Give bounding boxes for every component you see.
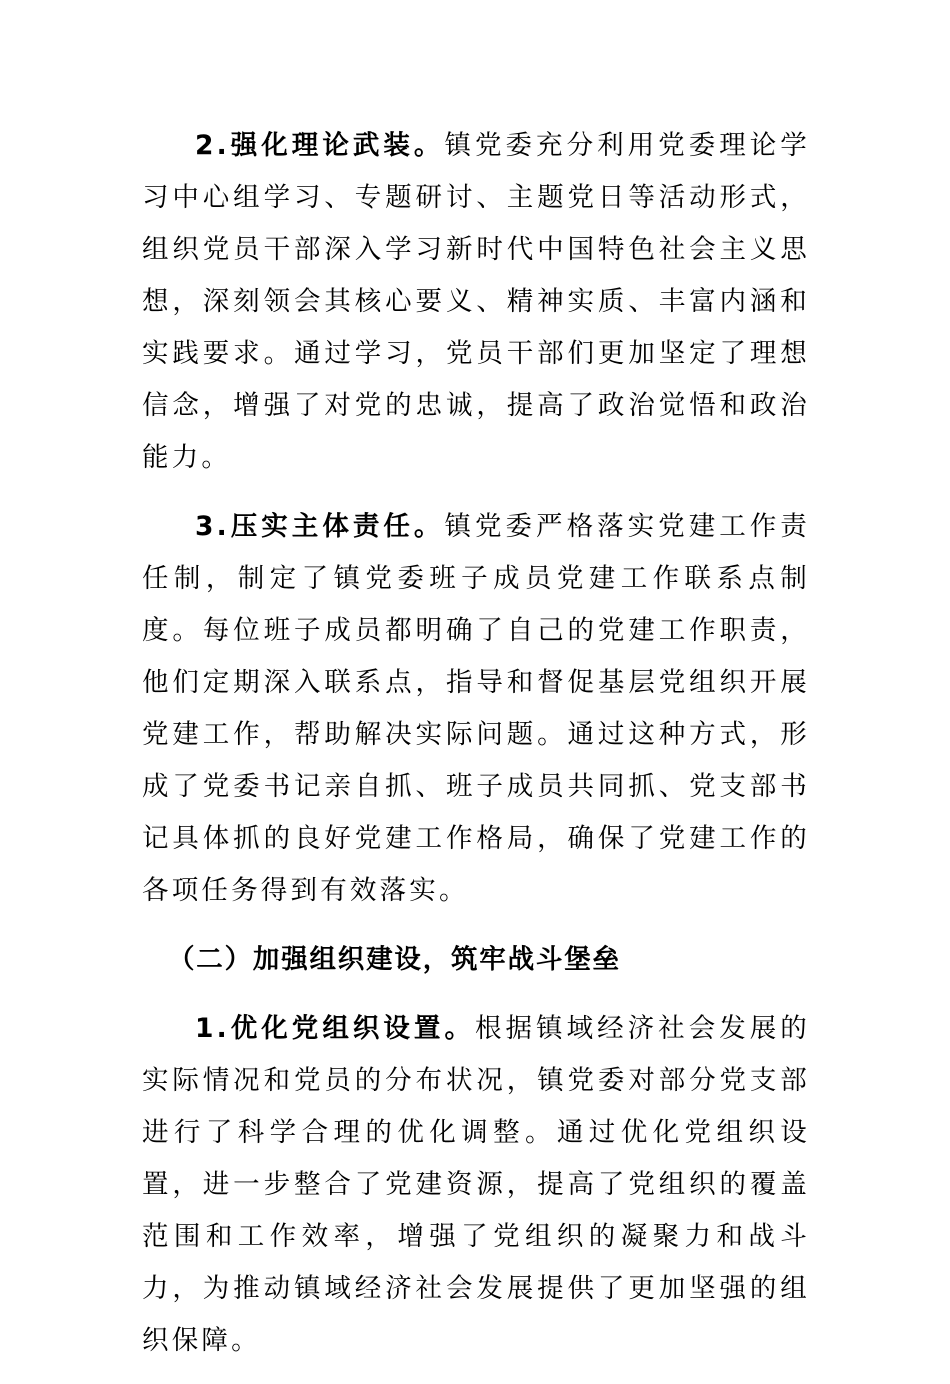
paragraph-text: 镇党委充分利用党委理论学习中心组学习、专题研讨、主题党日等活动形式，组织党员干部深入学习新时代中国特色社会主义思想，深刻领会其核心要义、精神实质、丰富内涵和实践要求。通过学习，党员干部们更加坚定了理想信念，增强了对党的忠诚，提高了政治觉悟和政治能力。 — [142, 130, 810, 473]
paragraph-text: 根据镇域经济社会发展的实际情况和党员的分布状况，镇党委对部分党支部进行了科学合理的优化调整。通过优化党组织设置，进一步整合了党建资源，提高了党组织的覆盖范围和工作效率，增强了党组织的凝聚力和战斗力，为推动镇域经济社会发展提供了更加坚强的组织保障。 — [142, 1013, 810, 1356]
paragraph-optimize-organization — [142, 1003, 810, 1367]
paragraph-lead: 2.强化理论武装。 — [195, 130, 445, 161]
paragraph-strengthen-theory — [142, 120, 810, 484]
section-heading: （二）加强组织建设，筑牢战斗堡垒 — [168, 944, 621, 975]
paragraph-main-responsibility — [142, 501, 810, 917]
paragraph-lead: 1.优化党组织设置。 — [195, 1013, 475, 1044]
paragraph-lead: 3.压实主体责任。 — [195, 511, 445, 542]
paragraph-text: 镇党委严格落实党建工作责任制，制定了镇党委班子成员党建工作联系点制度。每位班子成员都明确了自己的党建工作职责，他们定期深入联系点，指导和督促基层党组织开展党建工作，帮助解决实际问题。通过这种方式，形成了党委书记亲自抓、班子成员共同抓、党支部书记具体抓的良好党建工作格局，确保了党建工作的各项任务得到有效落实。 — [142, 511, 810, 906]
document-body — [142, 120, 810, 1384]
